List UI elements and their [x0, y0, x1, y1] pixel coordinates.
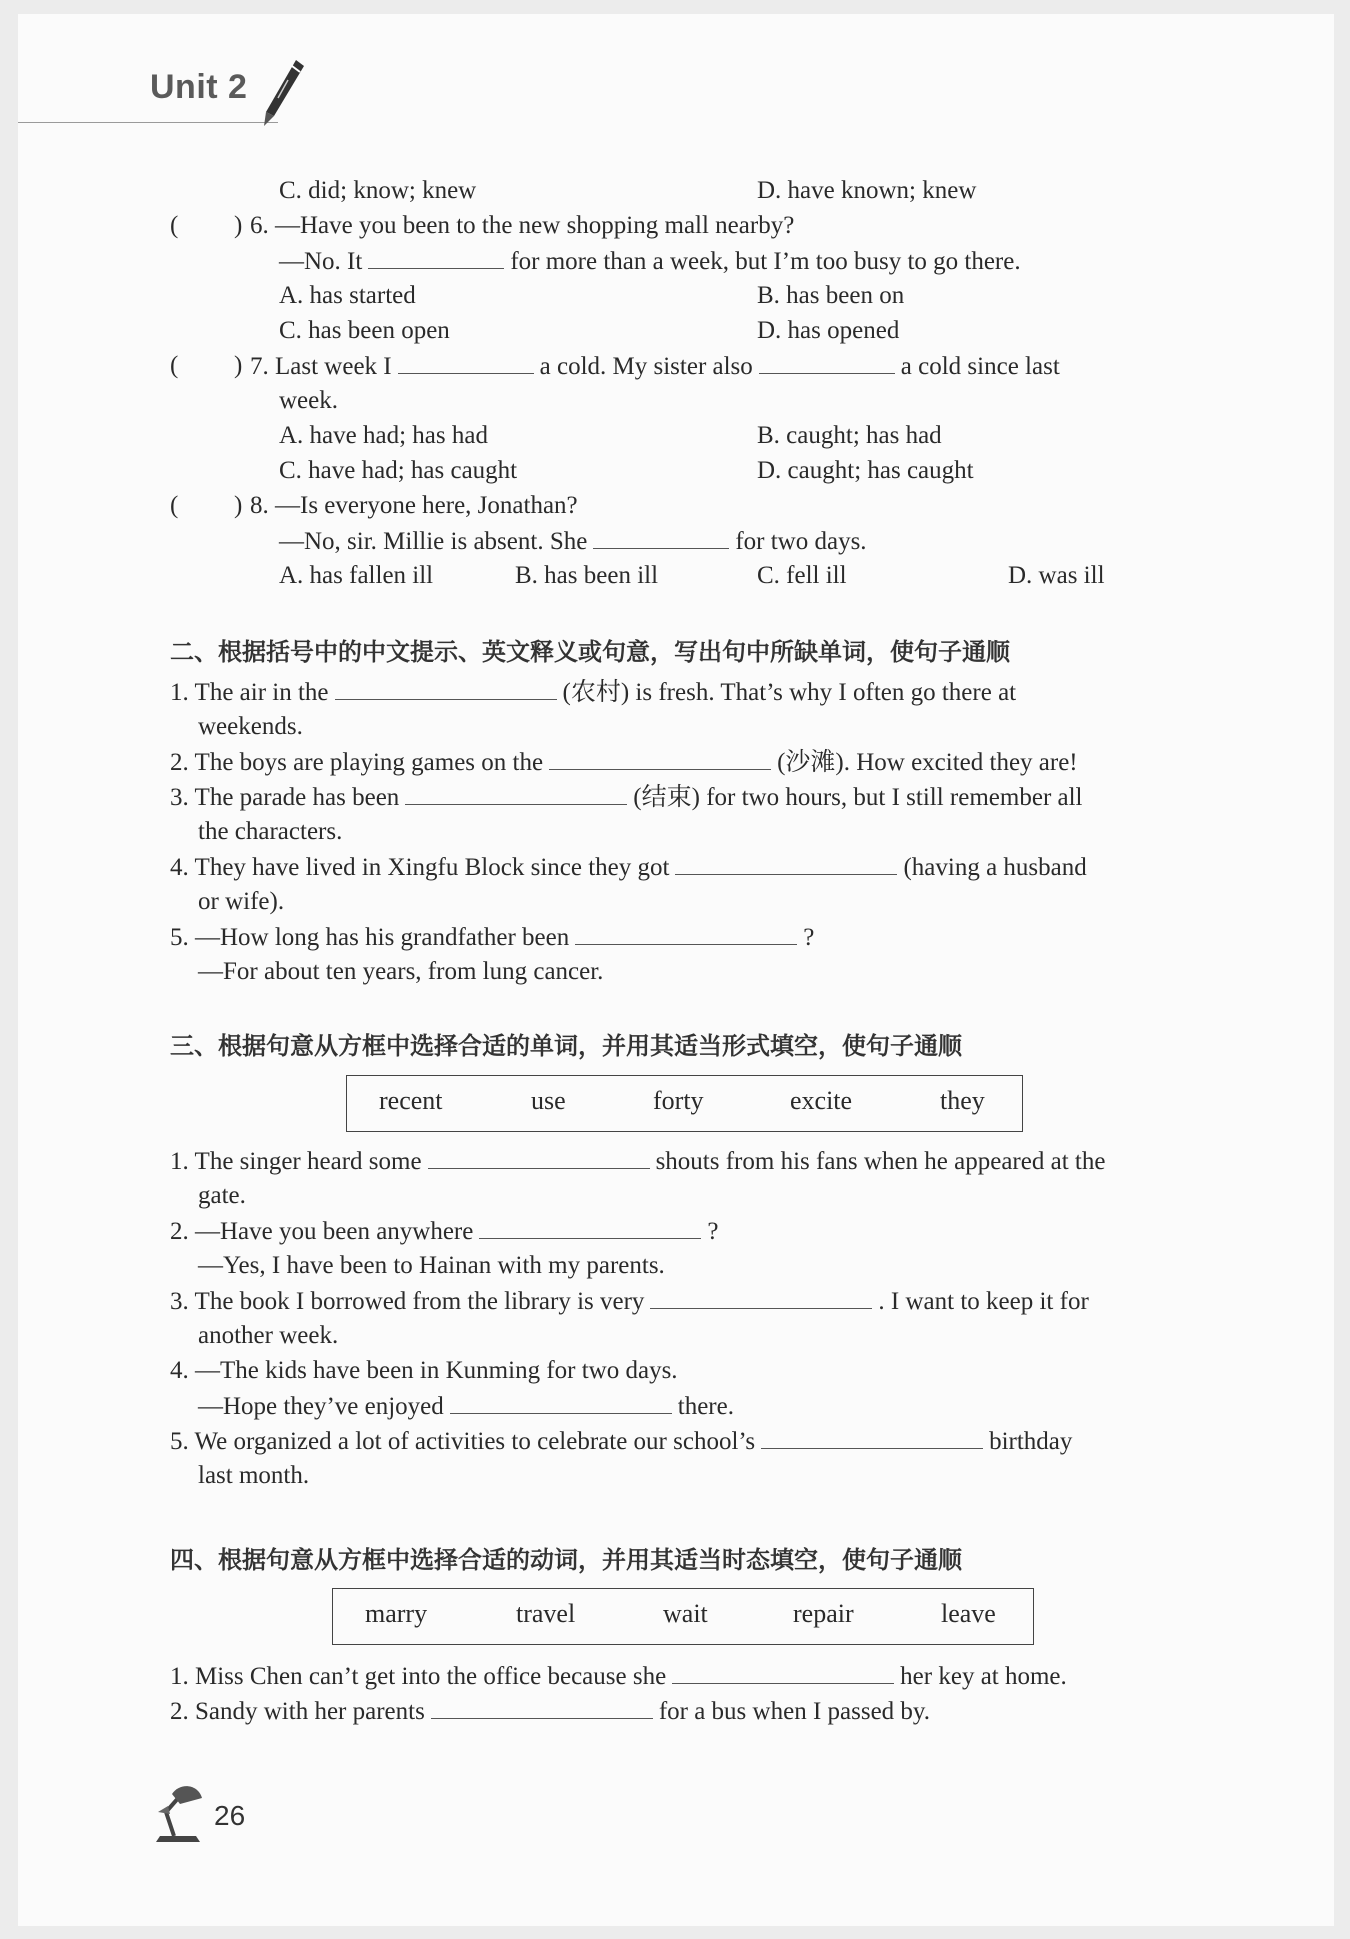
- part2-s5: 5. —How long has his grandfather been ?: [170, 924, 815, 951]
- part3-word: use: [531, 1086, 566, 1115]
- part4-word: leave: [941, 1599, 996, 1628]
- q8-paren-open: (: [170, 492, 179, 519]
- q5-option-c: C. did; know; knew: [279, 177, 477, 204]
- part4-s2-blank[interactable]: [431, 1696, 653, 1719]
- part4-word: travel: [516, 1599, 576, 1628]
- part3-s4-blank[interactable]: [450, 1391, 672, 1414]
- part3-s1-blank[interactable]: [428, 1146, 650, 1169]
- part3-s3: 3. The book I borrowed from the library is very . I want to keep it for: [170, 1288, 1089, 1315]
- unit-title: Unit 2: [150, 68, 248, 106]
- part2-s4-cont: or wife).: [198, 888, 285, 915]
- part4-heading: 四、根据句意从方框中选择合适的动词，并用其适当时态填空，使句子通顺: [170, 1546, 962, 1574]
- pen-icon: [256, 58, 306, 128]
- part4-s1: 1. Miss Chen can’t get into the office because she her key at home.: [170, 1663, 1067, 1690]
- part4-word: marry: [365, 1599, 428, 1628]
- q7-blank-1[interactable]: [398, 351, 534, 374]
- header-rule: [18, 122, 278, 123]
- part3-s4: 4. —The kids have been in Kunming for two days.: [170, 1357, 678, 1384]
- q6-answer-blank[interactable]: [368, 246, 504, 269]
- q7-stem-cont: week.: [279, 387, 338, 414]
- part2-s5-cont: —For about ten years, from lung cancer.: [198, 958, 604, 985]
- part3-s5: 5. We organized a lot of activities to celebrate our school’s birthday: [170, 1428, 1073, 1455]
- part3-s2-blank[interactable]: [479, 1216, 701, 1239]
- q8-paren-close: ): [234, 492, 243, 519]
- part2-heading: 二、根据括号中的中文提示、英文释义或句意，写出句中所缺单词，使句子通顺: [170, 638, 1010, 666]
- part3-s5-blank[interactable]: [761, 1426, 983, 1449]
- part4-word: wait: [663, 1599, 708, 1628]
- part2-s4-blank[interactable]: [675, 852, 897, 875]
- q7-option-c: C. have had; has caught: [279, 457, 518, 484]
- part3-s3-blank[interactable]: [650, 1286, 872, 1309]
- q6-option-b: B. has been on: [757, 282, 905, 309]
- part2-s1: 1. The air in the (农村) is fresh. That’s why I often go there at: [170, 679, 1017, 706]
- part4-s1-blank[interactable]: [672, 1661, 894, 1684]
- q8-option-b: B. has been ill: [515, 562, 659, 589]
- part3-s1: 1. The singer heard some shouts from his fans when he appeared at the: [170, 1148, 1106, 1175]
- part3-s4-cont: —Hope they’ve enjoyed there.: [198, 1393, 734, 1420]
- part4-word: repair: [793, 1599, 854, 1628]
- part2-s3-blank[interactable]: [405, 782, 627, 805]
- q6-option-a: A. has started: [279, 282, 416, 309]
- part2-s2-blank[interactable]: [549, 747, 771, 770]
- part3-s3-cont: another week.: [198, 1322, 339, 1349]
- part2-s4: 4. They have lived in Xingfu Block since they got (having a husband: [170, 854, 1087, 881]
- part3-word: recent: [379, 1086, 443, 1115]
- q6-paren-open: (: [170, 212, 179, 239]
- q6-line2: —No. It for more than a week, but I’m too busy to go there.: [279, 248, 1021, 275]
- q6-option-d: D. has opened: [757, 317, 900, 344]
- part3-s1-cont: gate.: [198, 1182, 246, 1209]
- part2-s2: 2. The boys are playing games on the (沙滩). How excited they are!: [170, 749, 1078, 776]
- part2-s5-blank[interactable]: [575, 922, 797, 945]
- part3-s2-cont: —Yes, I have been to Hainan with my parents.: [198, 1252, 665, 1279]
- part2-s1-cont: weekends.: [198, 713, 303, 740]
- part2-s1-blank[interactable]: [335, 677, 557, 700]
- part3-heading: 三、根据句意从方框中选择合适的单词，并用其适当形式填空，使句子通顺: [170, 1032, 962, 1060]
- part4-word-box: [332, 1588, 1034, 1645]
- q7-paren-close: ): [234, 352, 243, 379]
- part3-word: they: [940, 1086, 985, 1115]
- q7-option-a: A. have had; has had: [279, 422, 488, 449]
- page-number: 26: [214, 1800, 246, 1831]
- part3-s2: 2. —Have you been anywhere ?: [170, 1218, 719, 1245]
- desk-lamp-icon: [150, 1782, 206, 1846]
- q7-option-b: B. caught; has had: [757, 422, 942, 449]
- part3-s5-cont: last month.: [198, 1462, 310, 1489]
- part4-s2: 2. Sandy with her parents for a bus when I passed by.: [170, 1698, 931, 1725]
- q8-stem: 8. —Is everyone here, Jonathan?: [250, 492, 578, 519]
- q8-line2: —No, sir. Millie is absent. She for two days.: [279, 528, 867, 555]
- q7-paren-open: (: [170, 352, 179, 379]
- q6-stem: 6. —Have you been to the new shopping mall nearby?: [250, 212, 795, 239]
- q6-paren-close: ): [234, 212, 243, 239]
- q6-option-c: C. has been open: [279, 317, 450, 344]
- part3-word: forty: [653, 1086, 704, 1115]
- q7-blank-2[interactable]: [759, 351, 895, 374]
- q8-option-c: C. fell ill: [757, 562, 847, 589]
- q8-option-a: A. has fallen ill: [279, 562, 434, 589]
- q7-option-d: D. caught; has caught: [757, 457, 974, 484]
- q5-option-d: D. have known; knew: [757, 177, 977, 204]
- part2-s3-cont: the characters.: [198, 818, 343, 845]
- part2-s3: 3. The parade has been (结束) for two hours, but I still remember all: [170, 784, 1083, 811]
- part3-word: excite: [790, 1086, 853, 1115]
- q7-stem: 7. Last week I a cold. My sister also a cold since last: [250, 353, 1060, 380]
- q8-option-d: D. was ill: [1008, 562, 1105, 589]
- q8-answer-blank[interactable]: [593, 526, 729, 549]
- part3-word-box: [346, 1075, 1023, 1132]
